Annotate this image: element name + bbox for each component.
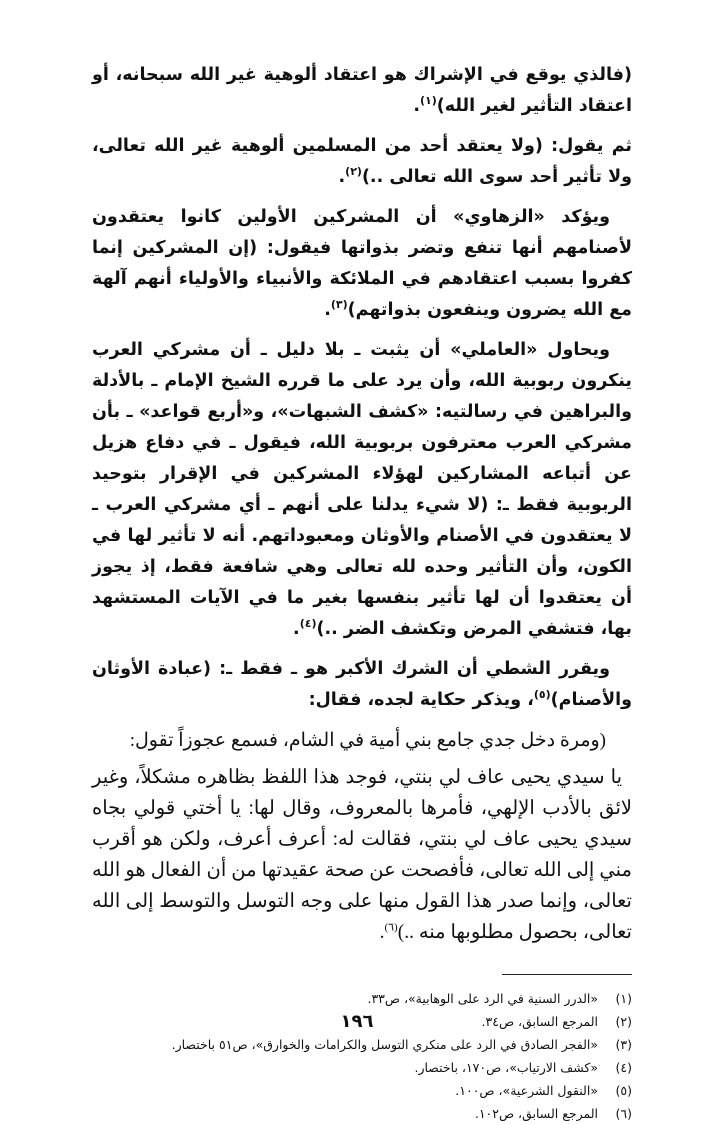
paragraph-shatti: ويقرر الشطي أن الشرك الأكبر هو ـ فقط ـ: (عبادة الأوثان والأصنام)$^{(٥)}$، ويذكر حكاية لجده، فقال: — [92, 659, 632, 710]
paragraph-amili: ويحاول «العاملي» أن يثبت ـ بلا دليل ـ أن مشركي العرب ينكرون ربوبية الله، وأن يرد على ما قرره الشيخ الإمام ـ بالأدلة والبراهين في رسالتيه: «كشف الشبهات»، و«أربع قواعد» ـ بأن مشركي العرب معترفون بربوبية الله، فيقول ـ في دفاع هزيل عن أتباعه المشاركين لهؤلاء المشركين في الإقرار بتوحيد الربوبية فقط ـ: (لا شيء يدلنا على أنهم ـ أي مشركي العرب ـ لا يعتقدون في الأصنام والأوثان ومعبوداتهم. أنه لا تأثير لها في الكون، وأن التأثير وحده لله تعالى وهي شافعة فقط، إذ يجوز أن يعتقدوا أن لها تأثير بنفسها بغير ما في الآيات المستشهد بها، فتشفي المرض وتكشف الضر ..)$^{(٤)}$. — [92, 340, 632, 639]
footnote-item: (٥) «النقول الشرعية»، ص١٠٠. — [455, 1083, 632, 1098]
footnote-ref-3[interactable]: (٣) — [330, 298, 348, 312]
quote-narration: يا سيدي يحيى عاف لي بنتي، فوجد هذا اللفظ بظاهره مشكلاً، وغير لائق بالأدب الإلهي، فأمرها بالمعروف، وقال لها: يا أختي قولي بجاه سيدي يحيى عاف لي بنتي، فقالت له: أعرف أعرف، ولكن هو أقرب مني إلى الله تعالى، فأفصحت عن صحة عقيدتها من أن الفعال هو الله تعالى، وإنما صدر هذا القول منها على وجه التوسل والتوسط إلى الله تعالى، بحصول مطلوبها منه ..)$^{(٦)}$. — [92, 767, 632, 943]
footnotes-list — [92, 987, 632, 1125]
footnote-item: (٦) المرجع السابق، ص١٠٢. — [474, 1106, 632, 1121]
paragraph-zahawi: ويؤكد «الزهاوي» أن المشركين الأولين كانوا يعتقدون لأصنامهم أنها تنفع وتضر بذواتها فيقول: (إن المشركين إنما كفروا بسبب اعتقادهم في الملائكة والأنبياء والأولياء أنهم آلهة مع الله يضرون وينفعون بذواتهم)$^{(٣)}$. — [92, 207, 632, 320]
page-number: ١٩٦ — [340, 1011, 374, 1032]
footnote-ref-1[interactable]: (١) — [420, 94, 437, 108]
footnote-item: (٢) المرجع السابق، ص٣٤. — [481, 1014, 632, 1029]
paragraph-no-muslim-believes: ثم يقول: (ولا يعتقد أحد من المسلمين ألوهية غير الله تعالى، ولا تأثير أحد سوى الله تعالى ..)$^{(٢)}$. — [92, 136, 632, 187]
footnote-ref-2[interactable]: (٢) — [345, 165, 362, 179]
footnote-divider — [502, 974, 632, 975]
quote-opening: (ومرة دخل جدي جامع بني أمية في الشام، فسمع عجوزاً تقول: — [129, 730, 606, 751]
footnote-item: (٤) «كشف الارتياب»، ص١٧٠، باختصار. — [414, 1060, 632, 1075]
footnote-ref-4[interactable]: (٤) — [299, 617, 317, 631]
footnote-ref-5[interactable]: (٥) — [533, 688, 551, 702]
paragraph-shirk-definition: (فالذي يوقع في الإشراك هو اعتقاد ألوهية غير الله سبحانه، أو اعتقاد التأثير لغير الله)$^{(١)}$. — [92, 65, 632, 116]
footnote-ref-6[interactable]: (٦) — [384, 921, 398, 934]
footnote-item: (١) «الدرر السنية في الرد على الوهابية»، ص٣٣. — [367, 991, 632, 1006]
footnote-item: (٣) «الفجر الصادق في الرد على منكري التوسل والكرامات والخوارق»، ص٥١ باختصار. — [171, 1037, 632, 1052]
